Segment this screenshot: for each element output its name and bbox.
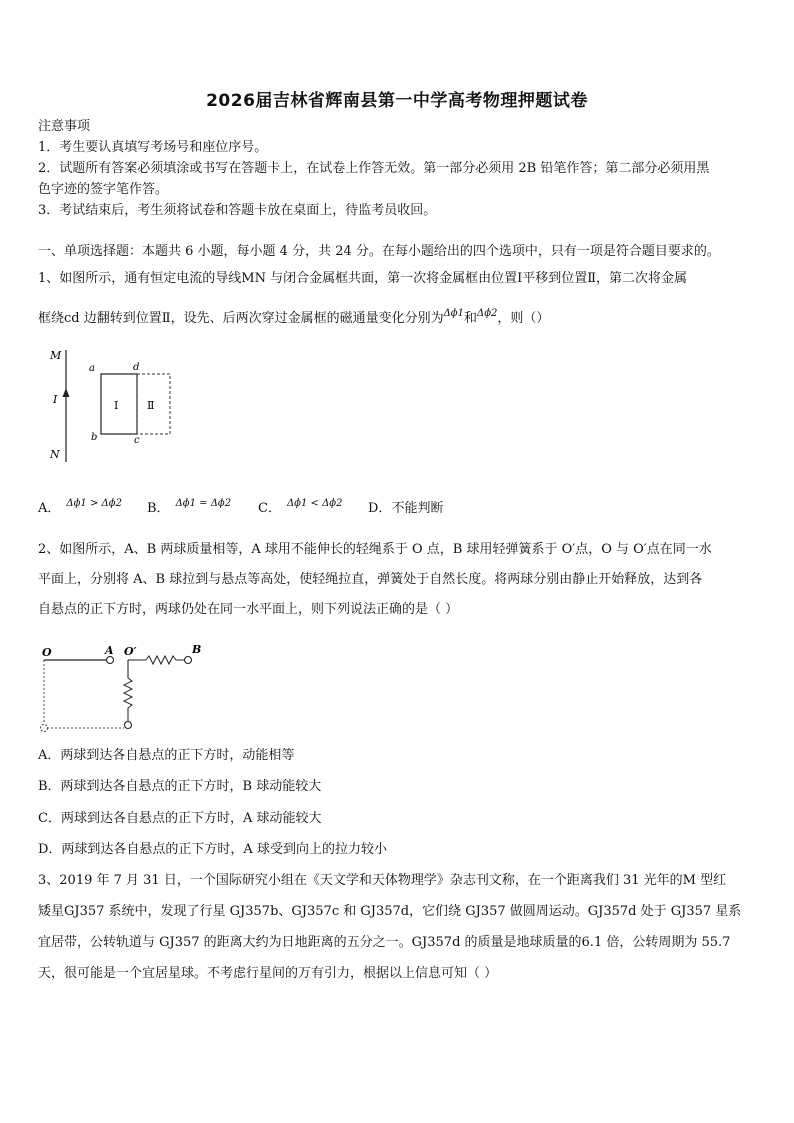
q1-figure [44,344,214,470]
option-label: A． [38,501,61,516]
q2-option-a: A．两球到达各自悬点的正下方时，动能相等 [38,748,295,763]
q1-phi1: Δϕ1 [443,308,464,319]
q2-stem-line: 2、如图所示，A、B 两球质量相等，A 球用不能伸长的轻绳系于 O 点，B 球用轻弹簧系于 O′点，O 与 O′点在同一水 [38,542,712,557]
option-label: C． [258,501,281,516]
q2-stem-line: 自悬点的正下方时，两球仍处在同一水平面上，则下列说法正确的是（ ） [38,602,459,617]
q1-phi2: Δϕ2 [477,308,498,319]
notice-item: 色字迹的签字笔作答。 [38,182,169,197]
label-position-2: Ⅱ [147,399,155,412]
q1-stem-end: ，则（） [497,311,550,326]
label-A: A [105,644,114,657]
q2-option-d: D．两球到达各自悬点的正下方时，A 球受到向上的拉力较小 [38,842,387,857]
option-label: B． [147,501,170,516]
label-d: d [133,362,140,373]
q3-stem-line: 天，很可能是一个宜居星球。不考虑行星间的万有引力，根据以上信息可知（ ） [38,966,498,981]
label-I: I [53,393,58,406]
label-Oprime: O′ [124,645,137,658]
q2-stem-line: 平面上，分别将 A、B 球拉到与悬点等高处，使轻绳拉直，弹簧处于自然长度。将两球分别由静止开始释放，达到各 [38,572,703,587]
notice-item: 3．考试结束后，考生须将试卷和答题卡放在桌面上，待监考员收回。 [38,203,437,218]
label-b: b [91,432,98,443]
label-B: B [192,643,202,656]
option-math: Δϕ1 < Δϕ2 [286,498,343,509]
q1-option-d [368,497,443,516]
q3-stem-line: 矮星GJ357 系统中，发现了行星 GJ357b、GJ357c 和 GJ357d，它们绕 GJ357 做圆周运动。GJ357d 处于 GJ357 星系 [38,904,742,919]
label-position-1: Ⅰ [114,399,119,412]
label-c: c [134,435,140,446]
q1-option-b [147,497,231,516]
q1-option-c [258,497,343,516]
q2-option-b: B．两球到达各自悬点的正下方时，B 球动能较大 [38,779,322,794]
label-a: a [89,363,95,374]
q2-figure [36,640,216,740]
label-M: M [50,349,62,362]
label-N: N [50,448,60,461]
q2-option-c: C．两球到达各自悬点的正下方时，A 球动能较大 [38,811,322,826]
q3-stem-line: 宜居带，公转轨道与 GJ357 的距离大约为日地距离的五分之一。GJ357d 的质量是地球质量的6.1 倍，公转周期为 55.7 [38,935,731,950]
q1-and: 和 [463,311,477,326]
q1-stem-line [38,310,549,329]
q3-stem-line: 3、2019 年 7 月 31 日，一个国际研究小组在《天文学和天体物理学》杂志刊文称，在一个距离我们 31 光年的M 型红 [38,873,727,888]
q1-stem-line: 1、如图所示，通有恒定电流的导线MN 与闭合金属框共面，第一次将金属框由位置Ⅰ平移到位置Ⅱ，第二次将金属 [38,271,688,286]
q1-stem-text: 框绕cd 边翻转到位置Ⅱ，设先、后两次穿过金属框的磁通量变化分别为 [38,311,444,326]
option-label: D． [368,501,392,516]
label-O: O [42,646,52,659]
notice-item: 1．考生要认真填写考场号和座位序号。 [38,140,268,155]
page-title: 2026届吉林省辉南县第一中学高考物理押题试卷 [206,91,588,111]
notice-item: 2．试题所有答案必须填涂或书写在答题卡上，在试卷上作答无效。第一部分必须用 2B 铅笔作答；第二部分必须用黑 [38,161,710,176]
q1-option-a [38,497,122,516]
notice-heading: 注意事项 [38,119,91,134]
section-heading: 一、单项选择题：本题共 6 小题，每小题 4 分，共 24 分。在每小题给出的四个选项中，只有一项是符合题目要求的。 [38,244,720,259]
option-text: 不能判断 [391,501,444,516]
option-math: Δϕ1 = Δϕ2 [175,498,232,509]
option-math: Δϕ1 > Δϕ2 [66,498,122,509]
